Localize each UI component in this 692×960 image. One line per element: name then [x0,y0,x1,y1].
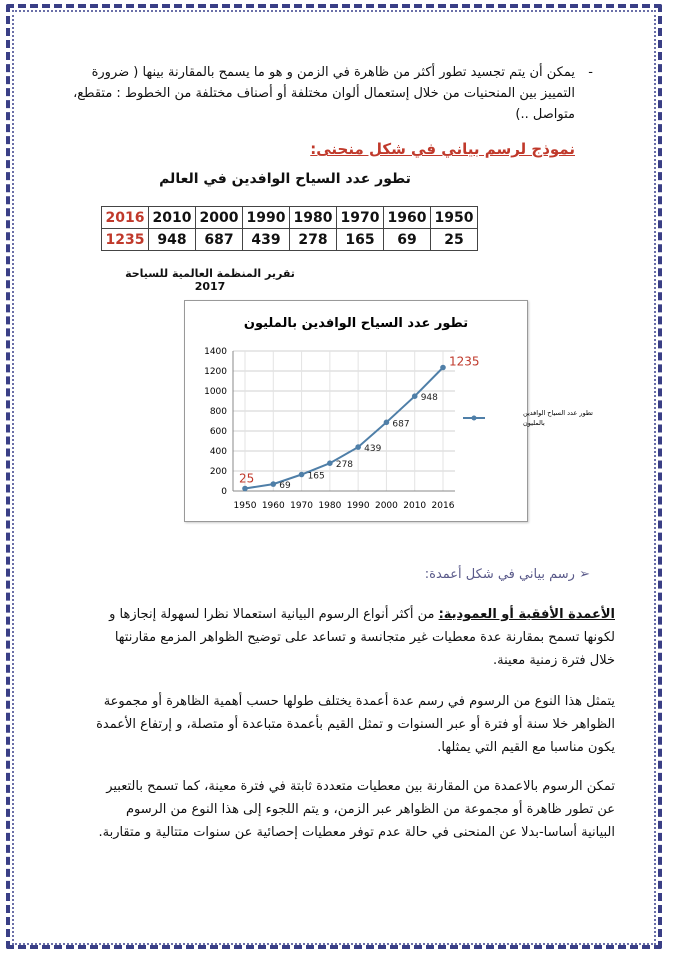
legend-label: تطور عدد السياح الوافدين [523,409,593,417]
bars-heading-text: رسم بياني في شكل أعمدة: [424,567,575,582]
y-tick-label: 800 [209,407,227,417]
y-tick-label: 0 [221,487,227,497]
data-label: 165 [307,471,325,482]
table-cell: 2000 [196,207,243,229]
data-label: 25 [239,471,255,486]
table-cell: 687 [196,229,243,251]
table-cell: 2016 [102,207,149,229]
y-tick-label: 600 [209,427,227,437]
paragraph-bars-description: يتمثل هذا النوع من الرسوم في رسم عدة أعمدة يختلف طولها حسب أهمية الظاهرة أو مجموعة الظواهر خلا سنة أو فترة أو عبر السنوات و تمثل القيم بأعمدة متباعدة أو متصلة، و إرتفاع الأعمدة يكون مناسبا مع القيم التي يمثلها. [96,694,615,755]
table-row-values [102,229,478,251]
table-cell: 439 [243,229,290,251]
x-tick-label: 1990 [346,501,370,511]
paragraph-bars-definition [93,603,615,672]
model-heading: نموذج لرسم بياني في شكل منحنى: [310,140,575,158]
data-label: 948 [420,393,438,404]
table-title: تطور عدد السياح الوافدين في العالم [159,171,411,187]
table-cell: 278 [290,229,337,251]
table-cell: 2010 [149,207,196,229]
intro-text: يمكن أن يتم تجسيد تطور أكثر من ظاهرة في الزمن و هو ما يسمح بالمقارنة بينها ( ضرورة التمييز بين المنحنيات من خلال إستعمال ألوان مختلفة أو أصناف مختلفة من الخطوط : متقطع، متواصل ..) [73,65,575,122]
table-cell: 1960 [384,207,431,229]
table-row-years [102,207,478,229]
table-cell: 948 [149,229,196,251]
y-tick-label: 1000 [204,387,227,397]
y-tick-label: 200 [209,467,227,477]
data-point [440,365,446,371]
x-tick-label: 2000 [374,501,398,511]
arrow-icon: ➢ [579,567,590,582]
x-tick-label: 1970 [290,501,314,511]
data-label: 439 [364,444,382,455]
legend-label: بالمليون [523,419,545,427]
data-label: 1235 [449,354,480,369]
data-point [299,472,305,478]
x-tick-label: 2010 [403,501,427,511]
paragraph-lead: الأعمدة الأفقية أو العمودية: [438,607,615,622]
x-tick-label: 1980 [318,501,342,511]
data-label: 687 [392,419,410,430]
bars-heading [360,567,590,582]
data-point [412,393,418,399]
table-cell: 25 [431,229,478,251]
y-tick-label: 1200 [204,367,227,377]
table-cell: 1235 [102,229,149,251]
y-tick-label: 400 [209,447,227,457]
x-tick-label: 1950 [233,501,257,511]
data-point [384,420,390,426]
table-cell: 165 [337,229,384,251]
data-label: 278 [335,460,354,471]
paragraph-bars-usage: تمكن الرسوم بالاعمدة من المقارنة بين معطيات متعددة ثابتة في فترة معينة، كما تسمح بالتعبير عن تطور ظاهرة أو مجموعة من الظواهر عبر الزمن، و يتم اللجوء إلى هذا النوع من الرسوم البيانية أساسا-بدلا عن المنحنى في حالة عدم توفر معطيات إحصائية عن سنوات متتالية و متقاربة. [98,779,615,840]
data-point [242,486,248,492]
x-tick-label: 2016 [431,501,455,511]
x-tick-label: 1960 [261,501,285,511]
chart-title: تطور عدد السياح الوافدين بالمليون [243,316,469,331]
table-cell: 1950 [431,207,478,229]
data-label: 69 [279,481,291,492]
chart-svg [185,301,593,521]
table-cell: 1970 [337,207,384,229]
y-tick-label: 1400 [204,347,227,357]
intro-paragraph [70,62,593,125]
data-point [270,481,276,487]
table-cell: 1990 [243,207,290,229]
data-point [355,444,361,450]
table-cell: 69 [384,229,431,251]
data-point [327,460,333,466]
table-cell: 1980 [290,207,337,229]
source-note: تقرير المنظمة العالمية للسياحة 2017 [125,267,295,293]
paragraph-text: من أكثر أنواع الرسوم البيانية استعمالا نظرا لسهولة إنجازها و لكونها تسمح بمقارنة عدة معطيات غير متجانسة و تساعد على توضيح الظواهر المزمع مقارنتها خلال فترة زمنية معينة. [109,607,615,668]
series-line [245,368,443,492]
data-table [101,206,478,251]
legend-marker [472,416,477,421]
line-chart [184,300,593,522]
bullet-dash: - [588,65,593,80]
